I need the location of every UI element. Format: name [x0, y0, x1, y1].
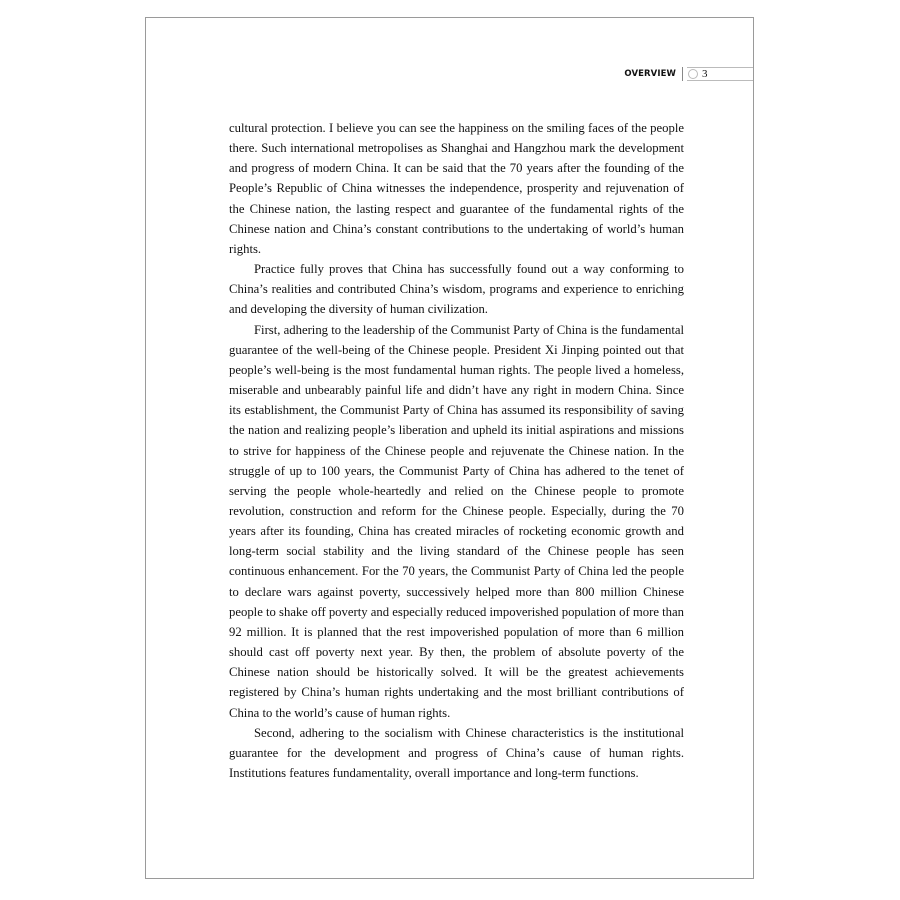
page-number-badge	[687, 67, 753, 81]
book-page	[145, 17, 754, 879]
header-divider	[682, 67, 683, 81]
page-number: 3	[702, 67, 708, 80]
circle-ornament-icon	[688, 69, 698, 79]
running-header	[624, 66, 753, 82]
paragraph-3: First, adhering to the leadership of the Communist Party of China is the fundamental guarantee of the well-being of the Chinese people. President Xi Jinping pointed out that people’s well-being is the most fundamental human rights. The people lived a homeless, miserable and unbearably painful life and didn’t have any right in modern China. Since its establishment, the Communist Party of China has assumed its responsibility of saving the nation and realizing people’s liberation and upheld its initial aspirations and missions to strive for happiness of the Chinese people and rejuvenate the Chinese nation. In the struggle of up to 100 years, the Communist Party of China has adhered to the tenet of serving the people whole-heartedly and relied on the Chinese people to promote revolution, construction and reform for the Chinese people. Especially, during the 70 years after its founding, China has created miracles of rocketing economic growth and long-term social stability and the living standard of the Chinese people has seen continuous enhancement. For the 70 years, the Communist Party of China led the people to declare wars against poverty, successively helped more than 800 million Chinese people to shake off poverty and especially reduced impoverished population of more than 92 million. It is planned that the rest impoverished population of more than 6 million should cast off poverty next year. By then, the problem of absolute poverty of the Chinese nation should be historically solved. It will be the greatest achievements registered by China’s human rights undertaking and the most brilliant contributions of China to the world’s cause of human rights.	[229, 322, 684, 720]
section-title: OVERVIEW	[624, 69, 676, 79]
paragraph-2: Practice fully proves that China has successfully found out a way conforming to China’s realities and contributed China’s wisdom, programs and experience to enriching and developing the diversity of human civilization.	[229, 262, 684, 317]
body-text	[229, 118, 684, 783]
paragraph-1: cultural protection. I believe you can see the happiness on the smiling faces of the people there. Such international metropolises as Shanghai and Hangzhou mark the development and progress of modern China. It can be said that the 70 years after the founding of the People’s Republic of China witnesses the independence, prosperity and rejuvenation of the Chinese nation, the lasting respect and guarantee of the fundamental rights of the Chinese nation and China’s constant contributions to the undertaking of world’s human rights.	[229, 121, 684, 256]
paragraph-4: Second, adhering to the socialism with Chinese characteristics is the institutional guarantee for the development and progress of China’s cause of human rights. Institutions features fundamentality, overall importance and long-term functions.	[229, 725, 684, 780]
